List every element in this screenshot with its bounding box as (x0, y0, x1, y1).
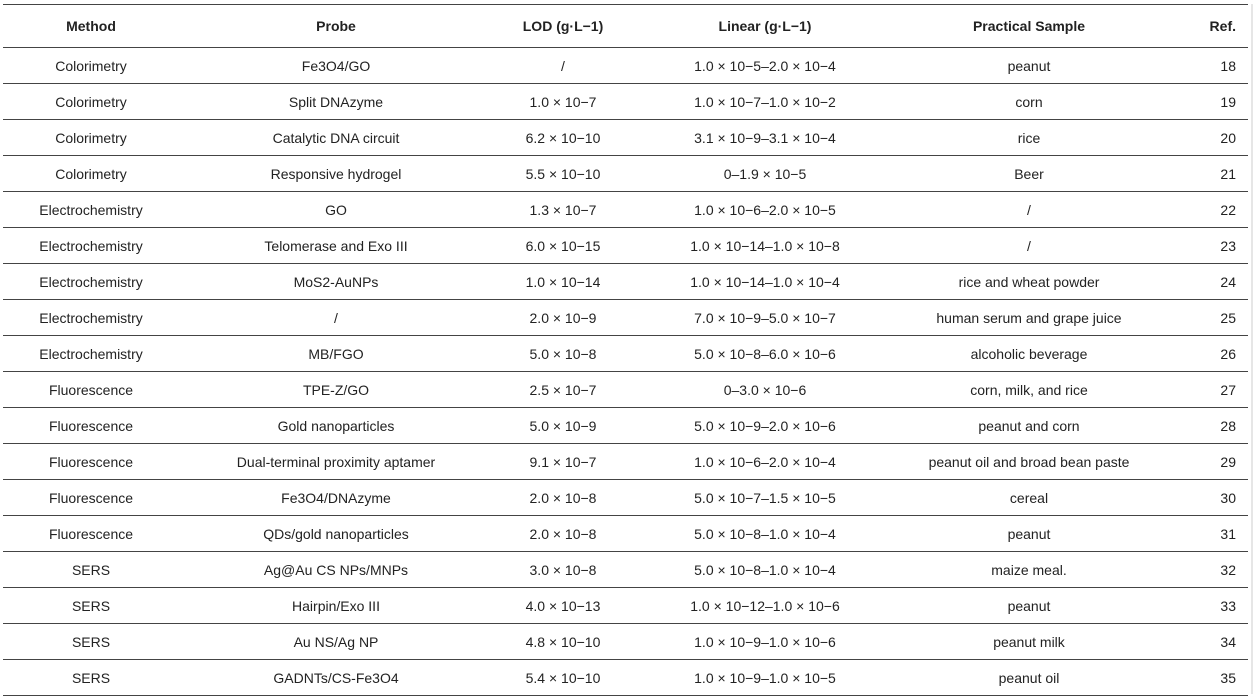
cell-lod: 2.0 × 10−9 (529, 309, 597, 326)
cell-linear: 1.0 × 10−6–2.0 × 10−4 (694, 453, 836, 470)
table-row (3, 336, 1248, 372)
cell-lod: 1.3 × 10−7 (529, 201, 597, 218)
table-row (3, 624, 1248, 660)
table-row (3, 192, 1248, 228)
cell-ref: 21 (1220, 165, 1236, 182)
cell-lod: 9.1 × 10−7 (529, 453, 597, 470)
cell-lod: 4.8 × 10−10 (525, 633, 601, 650)
cell-method: Electrochemistry (39, 309, 143, 326)
cell-lod: 6.2 × 10−10 (525, 129, 601, 146)
cell-sample: peanut oil and broad bean paste (928, 453, 1130, 470)
cell-method: Fluorescence (48, 525, 134, 542)
cell-linear: 1.0 × 10−14–1.0 × 10−8 (690, 237, 840, 254)
header-probe: Probe (316, 18, 356, 34)
cell-lod: 2.0 × 10−8 (529, 489, 597, 506)
cell-ref: 31 (1220, 525, 1236, 542)
table-body (3, 48, 1248, 696)
cell-sample: rice and wheat powder (958, 273, 1100, 290)
header-ref: Ref. (1209, 18, 1236, 34)
table-row (3, 48, 1248, 84)
cell-linear: 1.0 × 10−6–2.0 × 10−5 (694, 201, 836, 218)
cell-probe: Ag@Au CS NPs/MNPs (263, 561, 409, 578)
comparison-table (3, 4, 1248, 696)
cell-sample: rice (1017, 129, 1041, 146)
cell-linear: 5.0 × 10−8–1.0 × 10−4 (694, 525, 836, 542)
cell-linear: 1.0 × 10−9–1.0 × 10−6 (694, 633, 836, 650)
cell-probe: GO (325, 201, 347, 218)
cell-lod: 1.0 × 10−7 (529, 93, 597, 110)
cell-linear: 5.0 × 10−9–2.0 × 10−6 (694, 417, 836, 434)
cell-sample: peanut (1007, 525, 1051, 542)
cell-probe: MB/FGO (308, 345, 364, 362)
cell-probe: Responsive hydrogel (270, 165, 402, 182)
header-practical-sample: Practical Sample (972, 18, 1086, 34)
cell-lod: 5.5 × 10−10 (525, 165, 601, 182)
cell-linear: 1.0 × 10−9–1.0 × 10−5 (694, 669, 836, 686)
cell-method: Electrochemistry (39, 273, 143, 290)
table-row (3, 228, 1248, 264)
cell-method: SERS (71, 669, 111, 686)
cell-ref: 33 (1220, 597, 1236, 614)
cell-probe: Catalytic DNA circuit (272, 129, 400, 146)
cell-linear: 5.0 × 10−7–1.5 × 10−5 (694, 489, 836, 506)
cell-method: Colorimetry (55, 129, 127, 146)
cell-sample: peanut milk (993, 633, 1065, 650)
cell-ref: 26 (1220, 345, 1236, 362)
cell-probe: Fe3O4/GO (301, 57, 371, 74)
cell-linear: 1.0 × 10−12–1.0 × 10−6 (690, 597, 840, 614)
cell-probe: Gold nanoparticles (277, 417, 395, 434)
cell-method: Fluorescence (48, 489, 134, 506)
cell-probe: Dual-terminal proximity aptamer (236, 453, 436, 470)
cell-sample: maize meal. (991, 561, 1067, 578)
cell-ref: 34 (1220, 633, 1236, 650)
cell-lod: 4.0 × 10−13 (525, 597, 601, 614)
cell-lod: 5.4 × 10−10 (525, 669, 601, 686)
cell-method: Electrochemistry (39, 345, 143, 362)
cell-lod: 3.0 × 10−8 (529, 561, 597, 578)
cell-lod: 1.0 × 10−14 (525, 273, 601, 290)
cell-probe: QDs/gold nanoparticles (263, 525, 409, 542)
cell-probe: GADNTs/CS-Fe3O4 (273, 669, 399, 686)
cell-ref: 19 (1220, 93, 1236, 110)
table-row (3, 552, 1248, 588)
table-row (3, 516, 1248, 552)
cell-method: Colorimetry (55, 93, 127, 110)
cell-ref: 35 (1220, 669, 1236, 686)
cell-sample: / (1027, 237, 1031, 254)
cell-probe: Telomerase and Exo III (264, 237, 408, 254)
cell-ref: 29 (1220, 453, 1236, 470)
cell-probe: MoS2-AuNPs (293, 273, 379, 290)
table-row (3, 300, 1248, 336)
cell-linear: 5.0 × 10−8–6.0 × 10−6 (694, 345, 836, 362)
table-row (3, 84, 1248, 120)
cell-ref: 24 (1220, 273, 1236, 290)
cell-method: Electrochemistry (39, 237, 143, 254)
table-row (3, 588, 1248, 624)
cell-lod: 2.0 × 10−8 (529, 525, 597, 542)
cell-ref: 22 (1220, 201, 1236, 218)
cell-probe: Fe3O4/DNAzyme (281, 489, 391, 506)
table-row (3, 264, 1248, 300)
cell-method: SERS (71, 561, 111, 578)
table-row (3, 372, 1248, 408)
header-method: Method (66, 18, 116, 34)
cell-linear: 0–3.0 × 10−6 (723, 381, 807, 398)
table-row (3, 408, 1248, 444)
cell-probe: Split DNAzyme (288, 93, 384, 110)
cell-sample: / (1027, 201, 1031, 218)
cell-probe: Au NS/Ag NP (293, 633, 379, 650)
cell-sample: Beer (1014, 165, 1044, 182)
cell-lod: 5.0 × 10−8 (529, 345, 597, 362)
cell-ref: 30 (1220, 489, 1236, 506)
cell-ref: 25 (1220, 309, 1236, 326)
cell-sample: peanut oil (998, 669, 1060, 686)
table-row (3, 444, 1248, 480)
cell-method: Fluorescence (48, 417, 134, 434)
cell-lod: 2.5 × 10−7 (529, 381, 597, 398)
table-row (3, 480, 1248, 516)
table-header-row (3, 5, 1248, 48)
cell-lod: / (561, 57, 565, 74)
cell-sample: peanut and corn (978, 417, 1080, 434)
header-lod: LOD (g·L−1) (522, 18, 604, 34)
cell-linear: 5.0 × 10−8–1.0 × 10−4 (694, 561, 836, 578)
cell-method: SERS (71, 633, 111, 650)
cell-ref: 20 (1220, 129, 1236, 146)
cell-ref: 28 (1220, 417, 1236, 434)
cell-method: Electrochemistry (39, 201, 143, 218)
cell-ref: 27 (1220, 381, 1236, 398)
cell-linear: 3.1 × 10−9–3.1 × 10−4 (694, 129, 836, 146)
cell-linear: 1.0 × 10−7–1.0 × 10−2 (694, 93, 836, 110)
cell-sample: cereal (1009, 489, 1049, 506)
table-row (3, 660, 1248, 696)
cell-method: Fluorescence (48, 381, 134, 398)
header-linear: Linear (g·L−1) (718, 18, 812, 34)
cell-ref: 32 (1220, 561, 1236, 578)
cell-linear: 1.0 × 10−14–1.0 × 10−4 (690, 273, 840, 290)
cell-probe: / (334, 309, 338, 326)
cell-linear: 7.0 × 10−9–5.0 × 10−7 (694, 309, 836, 326)
cell-lod: 5.0 × 10−9 (529, 417, 597, 434)
cell-method: SERS (71, 597, 111, 614)
cell-linear: 1.0 × 10−5–2.0 × 10−4 (694, 57, 836, 74)
cell-sample: peanut (1007, 597, 1051, 614)
cell-probe: TPE-Z/GO (302, 381, 370, 398)
cell-sample: human serum and grape juice (936, 309, 1122, 326)
cell-method: Fluorescence (48, 453, 134, 470)
cell-sample: alcoholic beverage (970, 345, 1088, 362)
cell-lod: 6.0 × 10−15 (525, 237, 601, 254)
cell-sample: peanut (1007, 57, 1051, 74)
table-row (3, 156, 1248, 192)
cell-method: Colorimetry (55, 165, 127, 182)
cell-sample: corn (1015, 93, 1043, 110)
cell-ref: 23 (1220, 237, 1236, 254)
cell-sample: corn, milk, and rice (970, 381, 1088, 398)
cell-probe: Hairpin/Exo III (292, 597, 380, 614)
cell-ref: 18 (1220, 57, 1236, 74)
table-row (3, 120, 1248, 156)
cell-linear: 0–1.9 × 10−5 (723, 165, 807, 182)
cell-method: Colorimetry (55, 57, 127, 74)
